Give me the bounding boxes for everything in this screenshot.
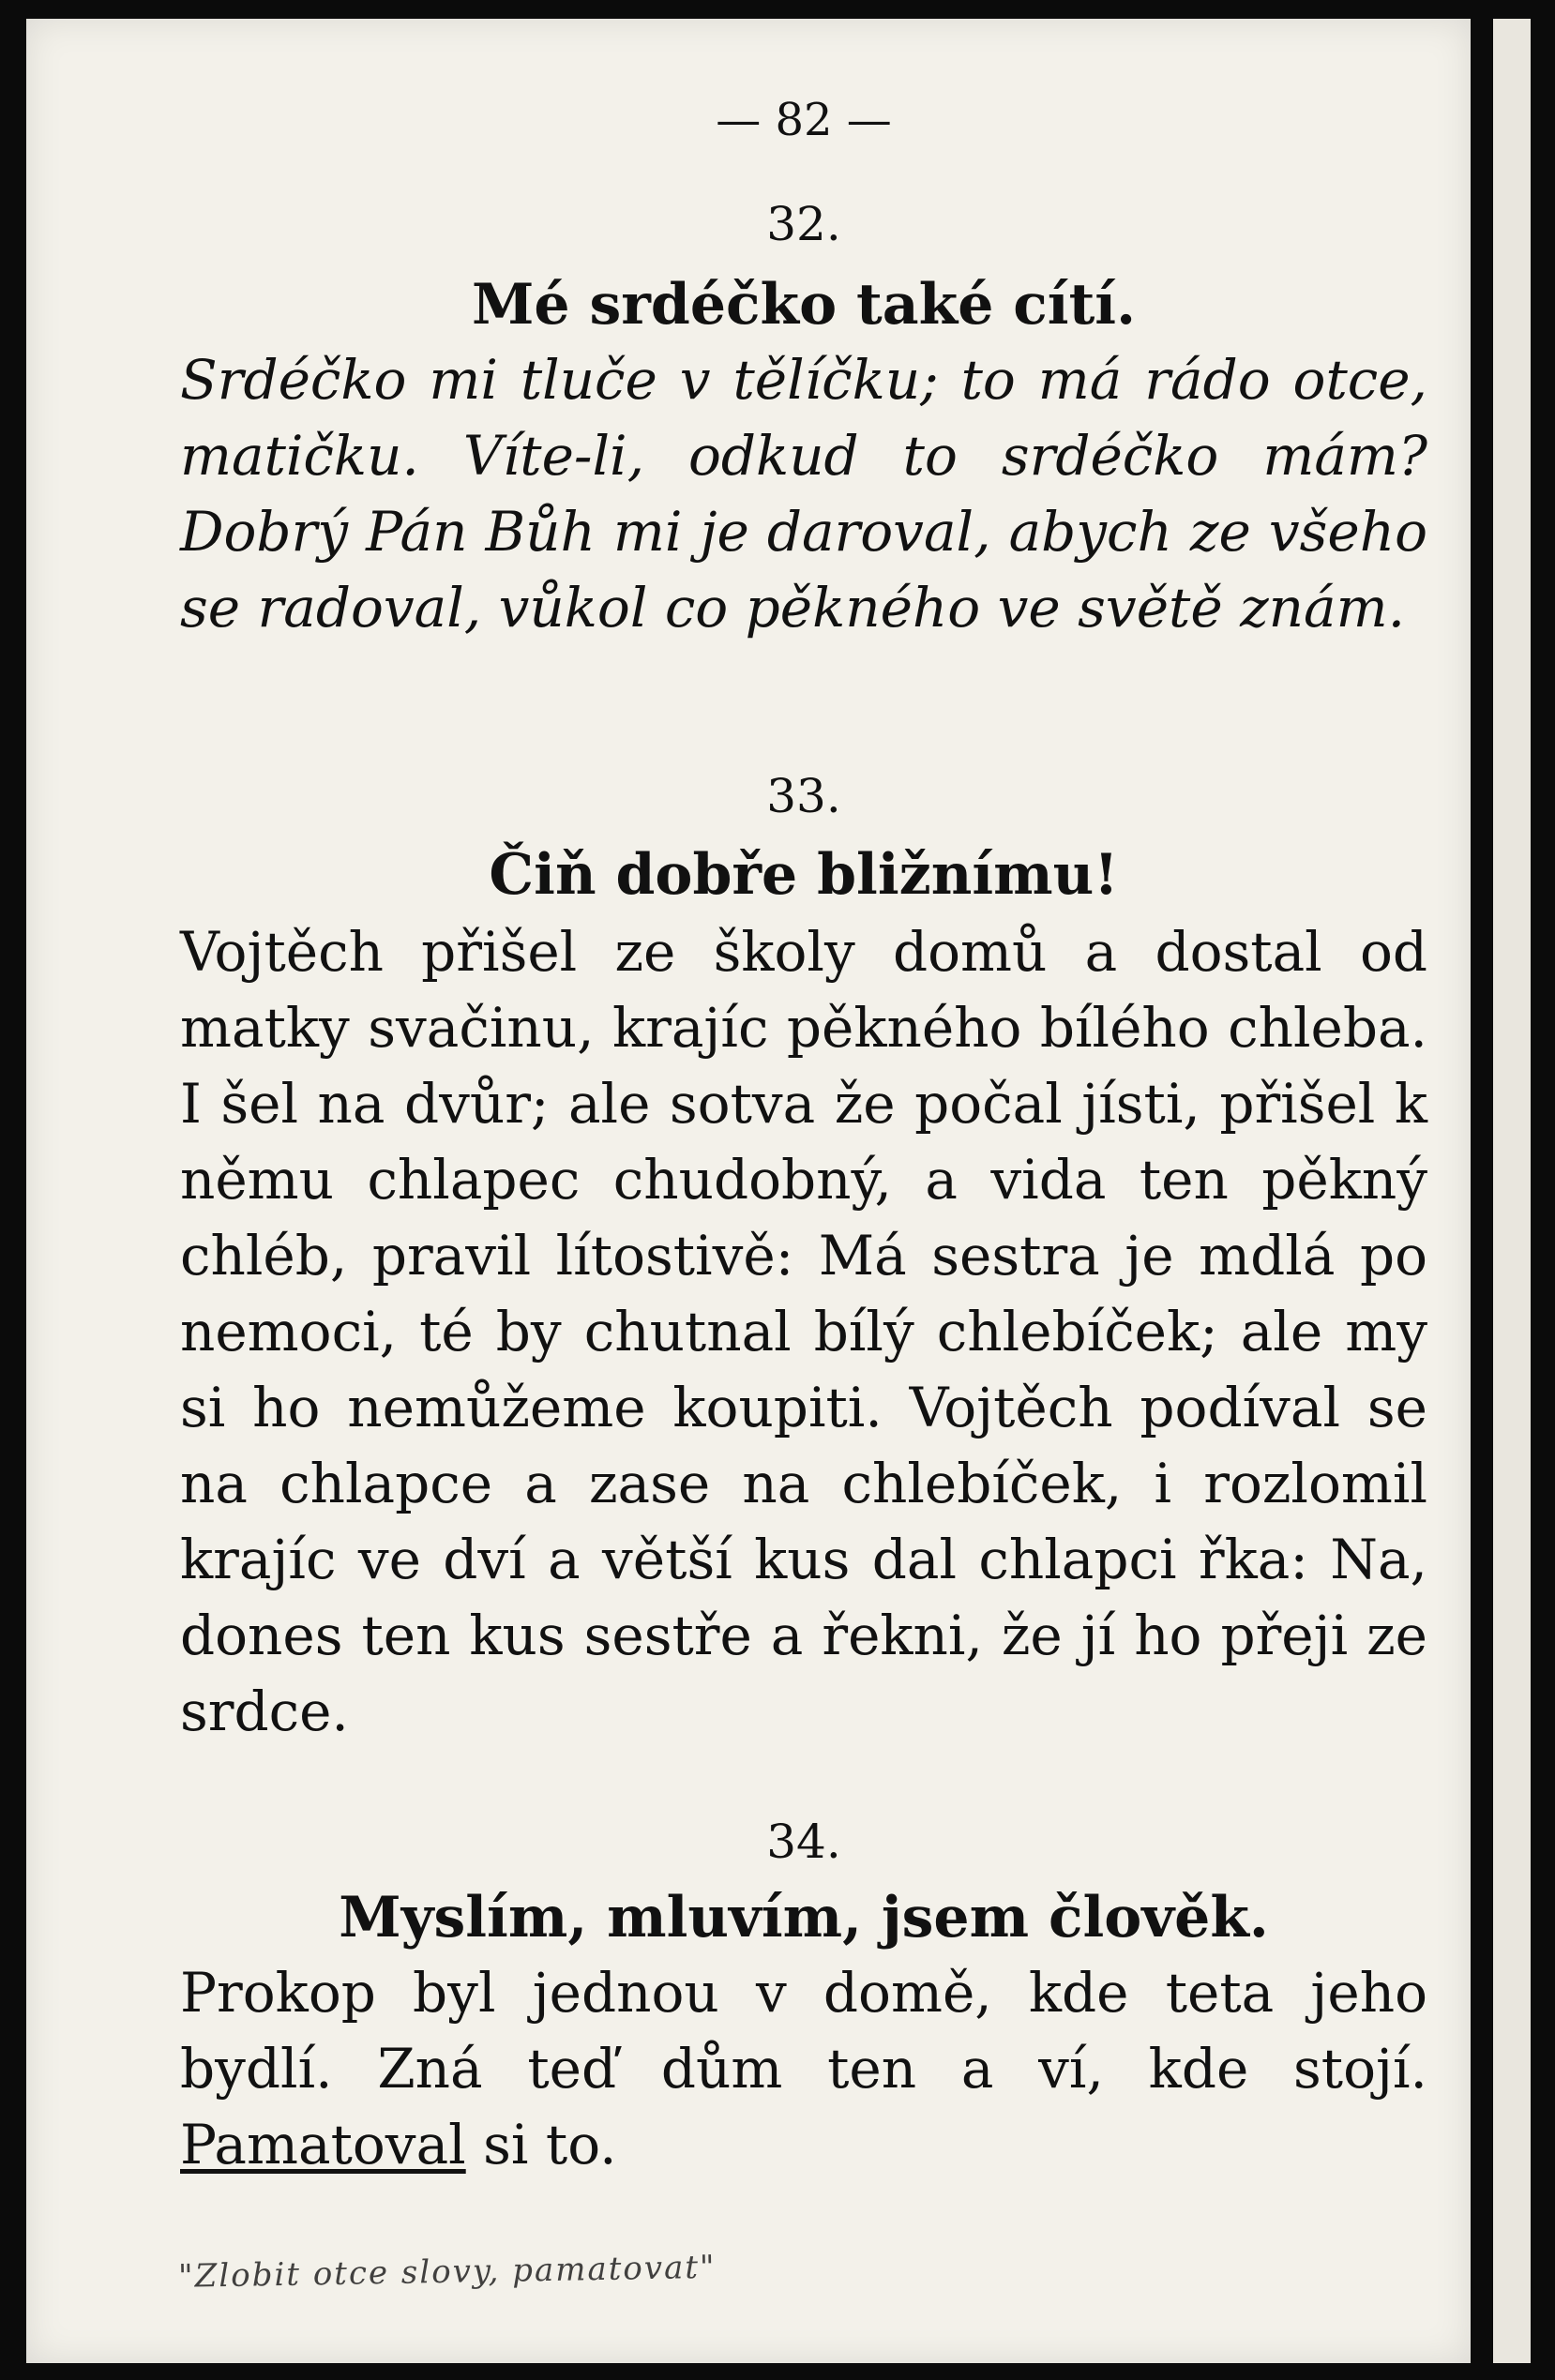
section-32-number: 32. <box>766 197 841 251</box>
section-33-title: Čiň dobře bližnímu! <box>489 842 1119 908</box>
section-32-text: Srdéčko mi tluče v tělíčku; to má rádo otce, matičku. Víte-li, odkud to srdéčko mám? Dobrý Pán Bůh mi je daroval, abych ze všeho se radoval, vůkol co pěkného ve světě znám. <box>180 348 1427 640</box>
section-34-number: 34. <box>766 1815 841 1869</box>
handwritten-note: "Zlobit otce slovy, pamatovat" <box>177 2248 717 2296</box>
underlined-word: Pamatoval <box>180 2113 466 2177</box>
section-34-title: Myslím, mluvím, jsem člověk. <box>339 1885 1269 1951</box>
section-34-text-end: si to. <box>465 2113 617 2177</box>
section-34-text-main: Prokop byl jednou v domě, kde teta jeho bydlí. Zná teď dům ten a ví, kde stojí. <box>180 1961 1427 2101</box>
section-34-text <box>180 1955 1427 2183</box>
section-33-number: 33. <box>766 769 841 823</box>
page-edge-strip <box>1493 19 1531 2363</box>
page-number: — 82 — <box>716 94 892 146</box>
section-33-text: Vojtěch přišel ze školy domů a dostal od matky svačinu, krajíc pěkného bílého chleba. I šel na dvůr; ale sotva že počal jísti, přišel k němu chlapec chudobný, a vida ten pěkný chléb, pravil lítostivě: Má sestra je mdlá po nemoci, té by chutnal bílý chlebíček; ale my si ho nemůžeme koupiti. Vojtěch podíval se na chlapce a zase na chlebíček, i rozlomil krajíc ve dví a větší kus dal chlapci řka: Na, dones ten kus sestře a řekni, že jí ho přeji ze srdce. <box>180 920 1427 1743</box>
section-32-title: Mé srdéčko také cítí. <box>472 272 1136 338</box>
